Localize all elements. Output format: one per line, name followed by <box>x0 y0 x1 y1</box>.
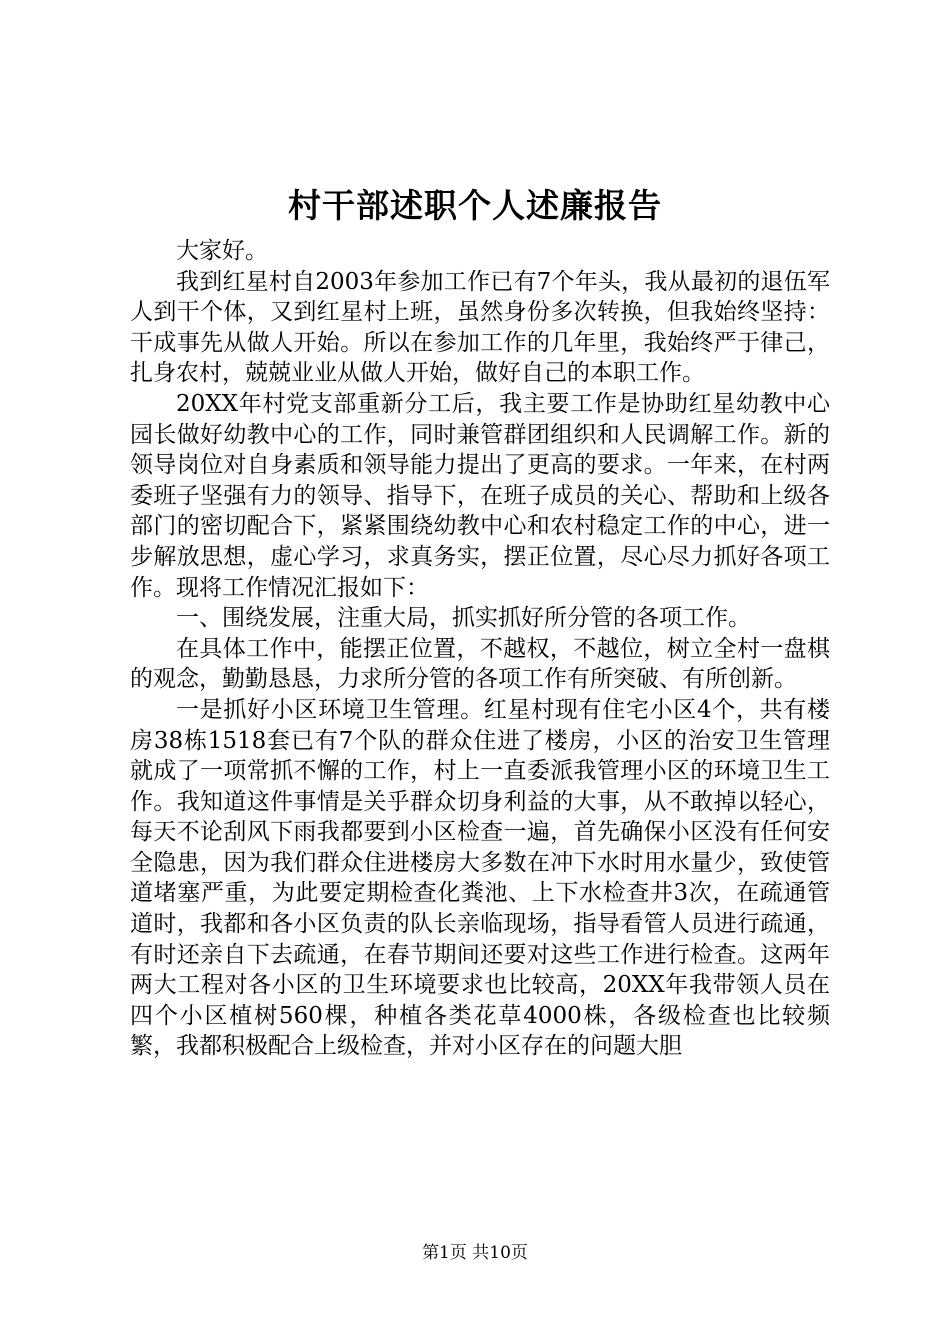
paragraph-greeting: 大家好。 <box>176 238 268 264</box>
paragraph-community-management: 一是抓好小区环境卫生管理。红星村现有住宅小区4个，共有楼房38栋1518套已有7个队的群众住进了楼房，小区的治安卫生管理就成了一项常抓不懈的工作，村上一直委派我管理小区的环境卫生工作。我知道这件事情是关乎群众切身利益的大事，从不敢掉以轻心，每天不论刮风下雨我都要到小区检查一遍，首先确保小区没有任何安全隐患，因为我们群众住进楼房大多数在冲下水时用水量少，致使管道堵塞严重，为此要定期检查化粪池、上下水检查井3次，在疏通管道时，我都和各小区负责的队长亲临现场，指导看管人员进行疏通，有时还亲自下去疏通，在春节期间还要对这些工作进行检查。这两年两大工程对各小区的卫生环境要求也比较高，20XX年我带领人员在四个小区植树560棵，种植各类花草4000株，各级检查也比较频繁，我都积极配合上级检查，并对小区存在的问题大胆 <box>130 696 830 1060</box>
page-footer: 第1页 共10页 <box>422 1243 528 1263</box>
paragraph-intro: 我到红星村自2003年参加工作已有7个年头，我从最初的退伍军人到干个体，又到红星村上班，虽然身份多次转换，但我始终坚持：干成事先从做人开始。所以在参加工作的几年里，我始终严于律己，扎身农村，兢兢业业从做人开始，做好自己的本职工作。 <box>130 268 830 387</box>
section-heading-1: 一、围绕发展，注重大局，抓实抓好所分管的各项工作。 <box>176 605 751 632</box>
document-body <box>130 236 830 1062</box>
paragraph-duties: 20XX年村党支部重新分工后，我主要工作是协助红星幼教中心园长做好幼教中心的工作，同时兼管群团组织和人民调解工作。新的领导岗位对自身素质和领导能力提出了更高的要求。一年来，在村两委班子坚强有力的领导、指导下，在班子成员的关心、帮助和上级各部门的密切配合下，紧紧围绕幼教中心和农村稳定工作的中心，进一步解放思想，虚心学习，求真务实，摆正位置，尽心尽力抓好各项工作。现将工作情况汇报如下： <box>130 390 830 601</box>
document-title: 村干部述职个人述廉报告 <box>288 186 662 225</box>
paragraph-work-attitude: 在具体工作中，能摆正位置，不越权，不越位，树立全村一盘棋的观念，勤勤恳恳，力求所分管的各项工作有所突破、有所创新。 <box>130 635 830 693</box>
